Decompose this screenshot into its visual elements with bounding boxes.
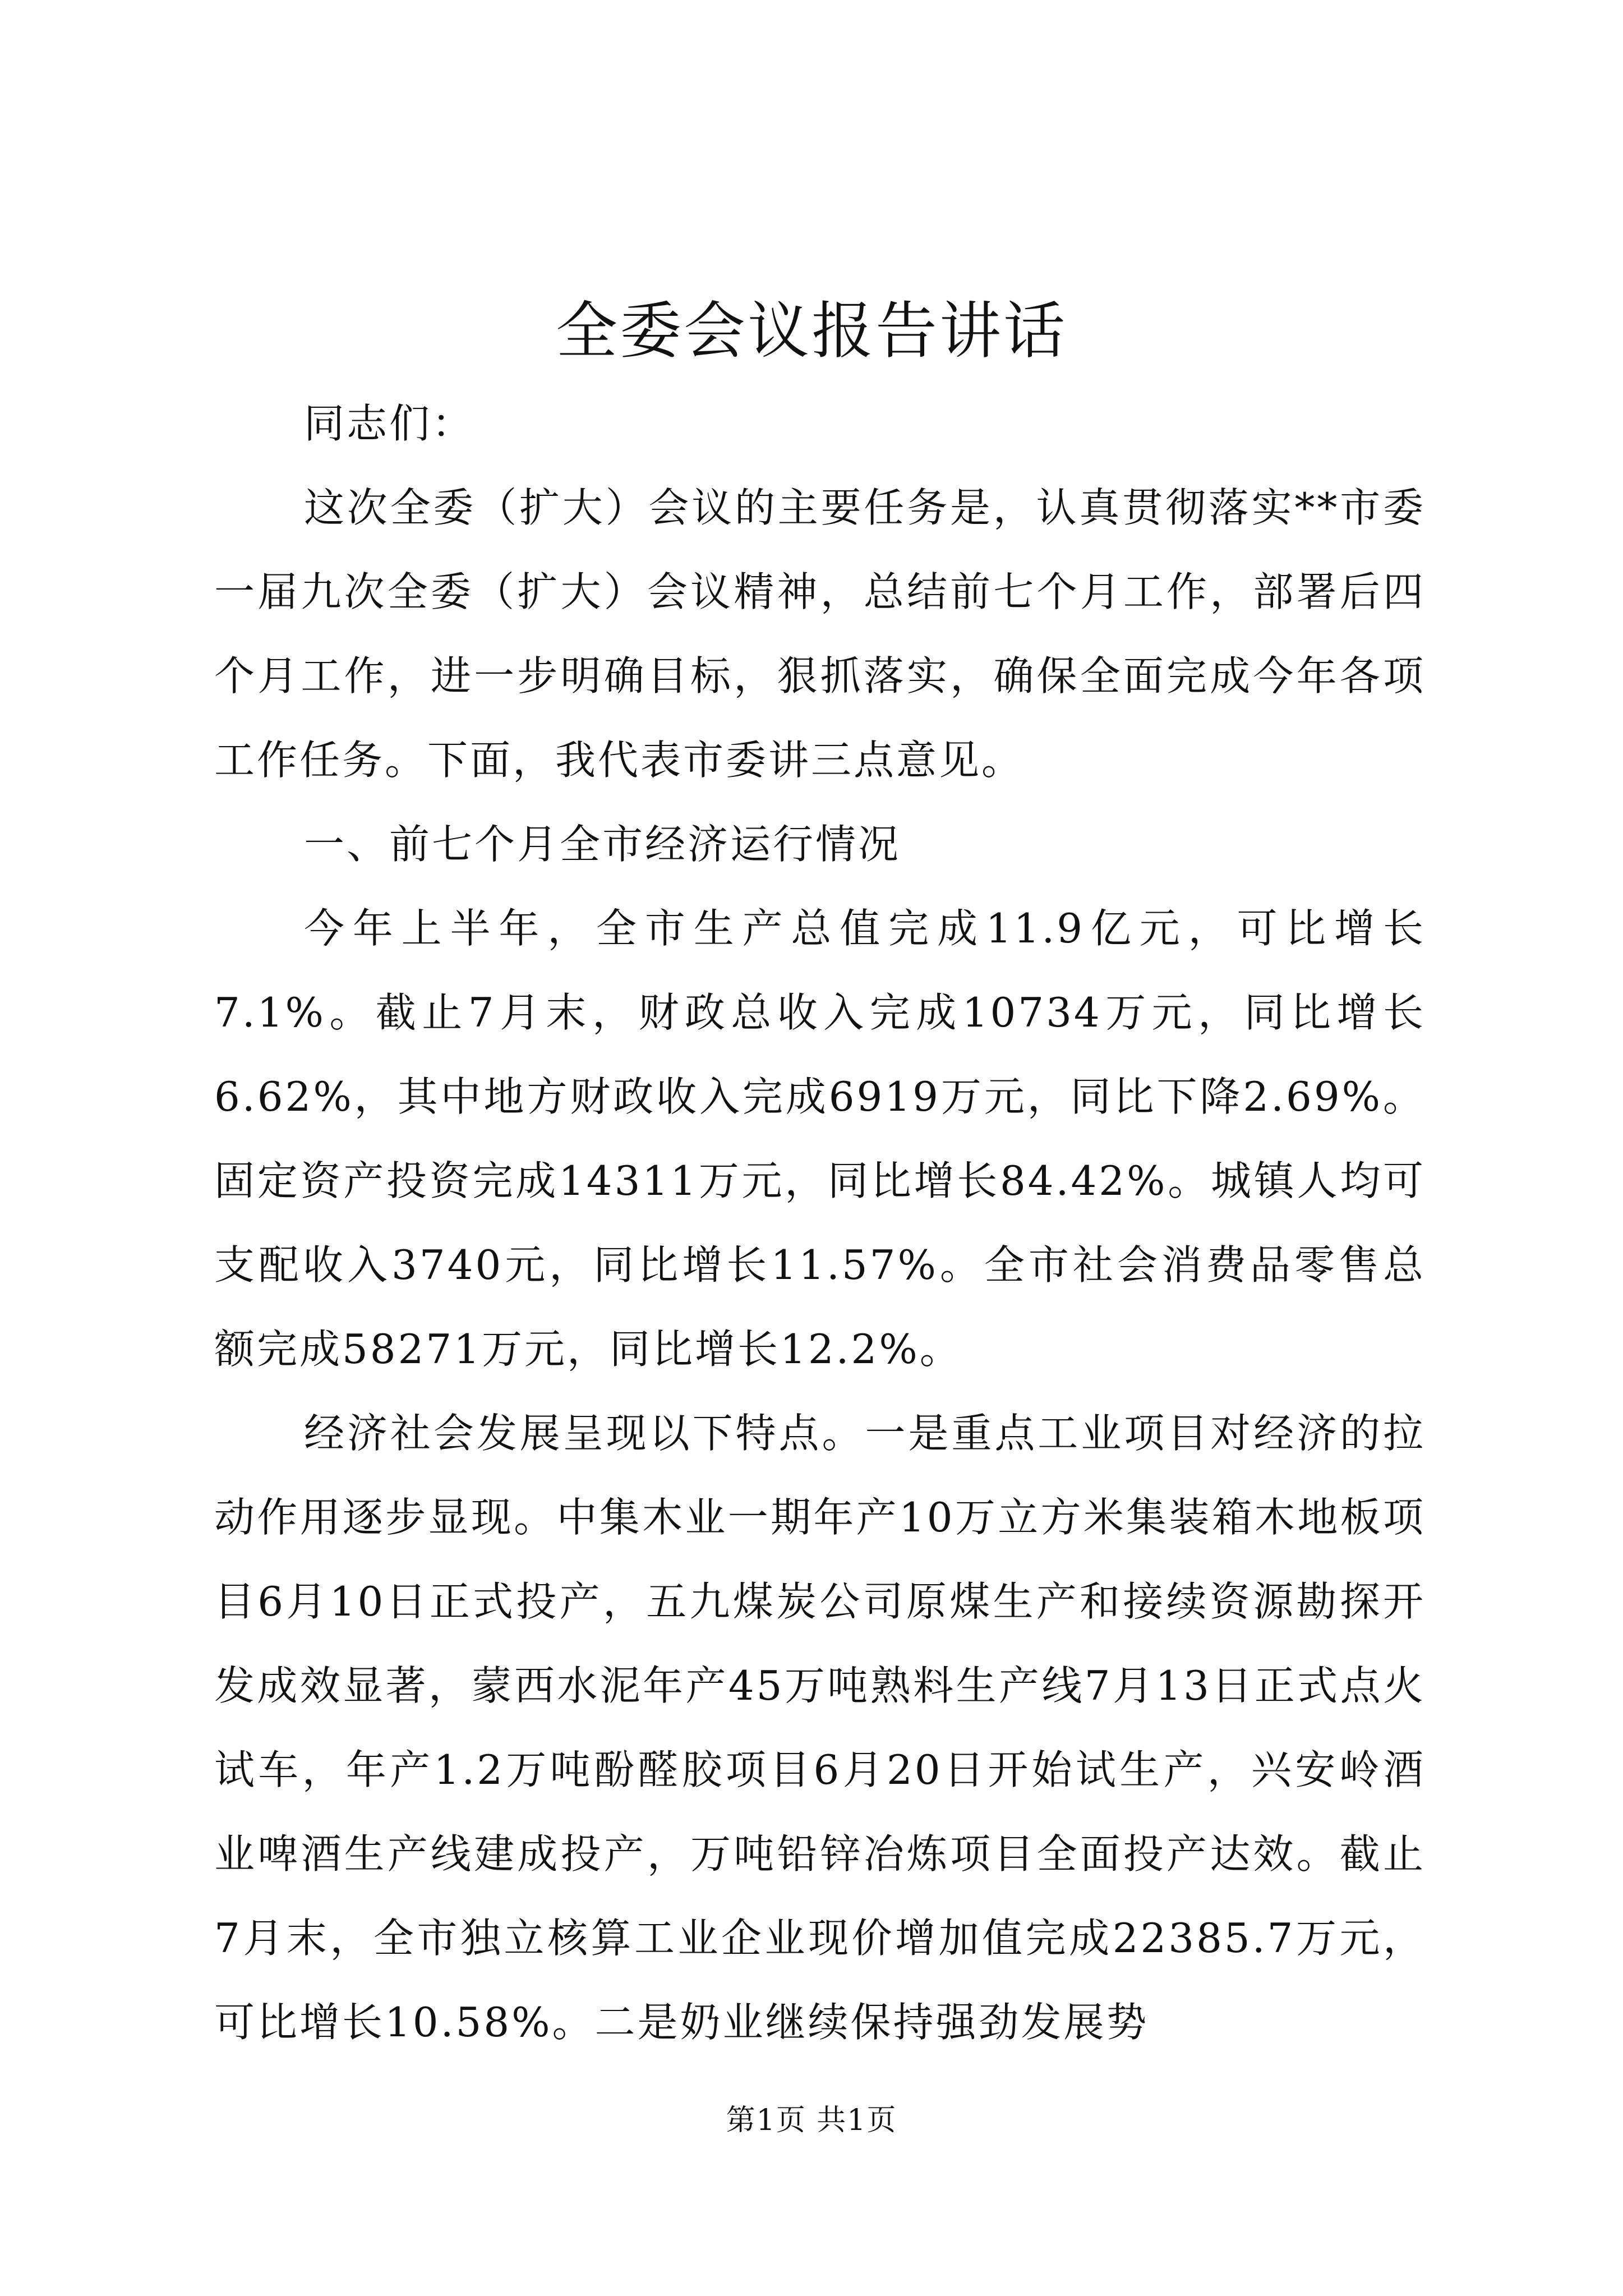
salutation: 同志们： <box>304 400 475 447</box>
paragraph-intro: 这次全委（扩大）会议的主要任务是，认真贯彻落实**市委一届九次全委（扩大）会议精神，总结前七个月工作，部署后四个月工作，进一步明确目标，狠抓落实，确保全面完成今年各项工作任务。下面，我代表市委讲三点意见。 <box>214 484 1426 784</box>
document-title: 全委会议报告讲话 <box>556 295 1067 367</box>
document-body <box>214 381 1426 2064</box>
page-footer: 第1页 共1页 <box>726 2104 897 2137</box>
paragraph-economy-stats: 今年上半年，全市生产总值完成11.9亿元，可比增长7.1%。截止7月末，财政总收入完成10734万元，同比增长6.62%，其中地方财政收入完成6919万元，同比下降2.69%。固定资产投资完成14311万元，同比增长84.42%。城镇人均可支配收入3740元，同比增长11.57%。全市社会消费品零售总额完成58271万元，同比增长12.2%。 <box>214 905 1426 1373</box>
paragraph-features: 经济社会发展呈现以下特点。一是重点工业项目对经济的拉动作用逐步显现。中集木业一期年产10万立方米集装箱木地板项目6月10日正式投产，五九煤炭公司原煤生产和接续资源勘探开发成效显著，蒙西水泥年产45万吨熟料生产线7月13日正式点火试车，年产1.2万吨酚醛胶项目6月20日开始试生产，兴安岭酒业啤酒生产线建成投产，万吨铅锌冶炼项目全面投产达效。截止7月末，全市独立核算工业企业现价增加值完成22385.7万元，可比增长10.58%。二是奶业继续保持强劲发展势 <box>214 1410 1426 2046</box>
section-heading: 一、前七个月全市经济运行情况 <box>304 821 901 868</box>
